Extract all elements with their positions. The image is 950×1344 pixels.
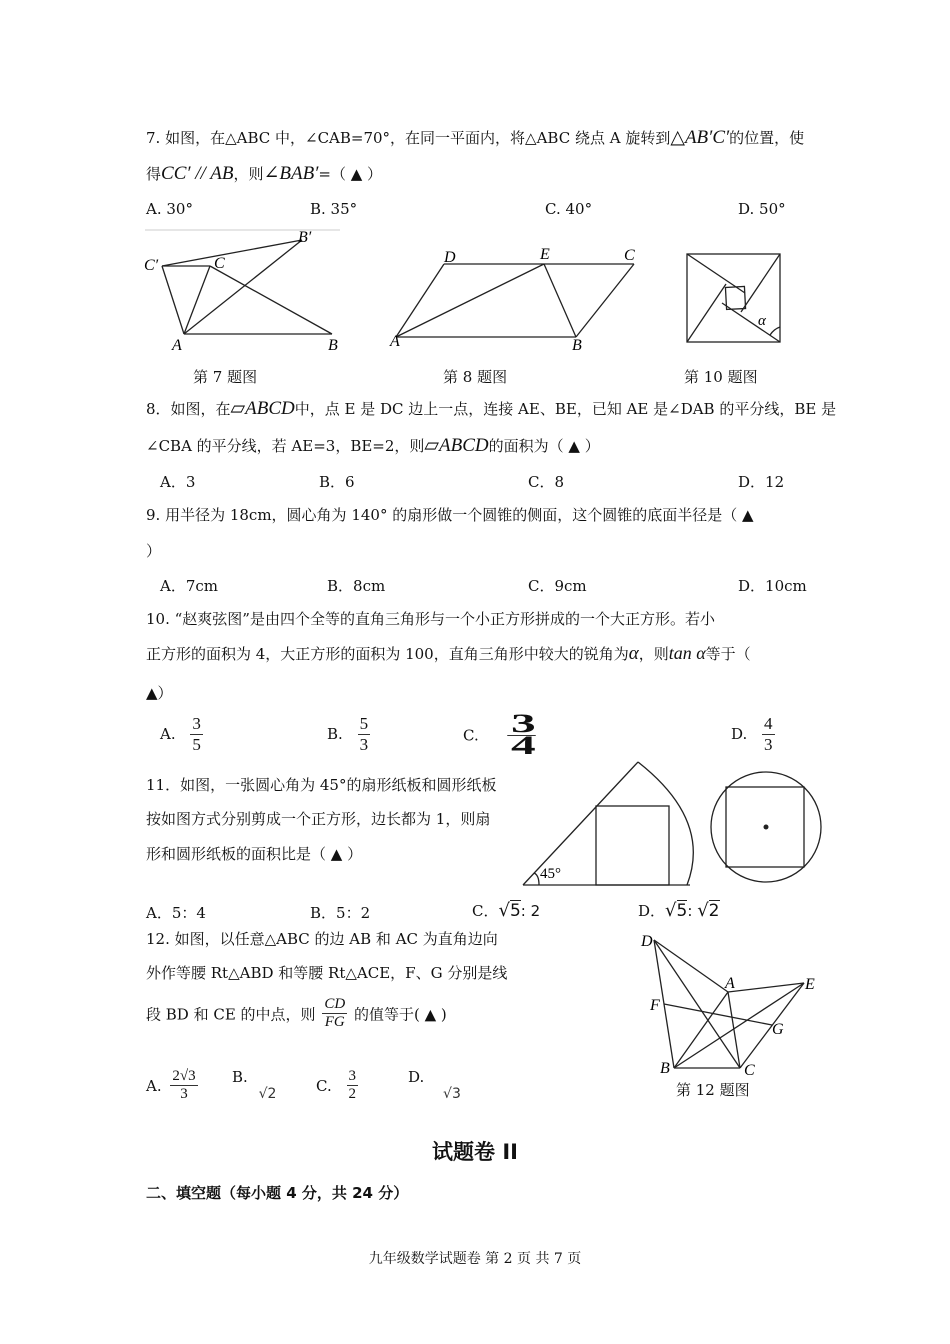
q8-option-c: C．8 [528,473,565,491]
q8-option-a: A．3 [160,473,196,491]
q10-option-a-fraction: $\frac{3}{5}$ [192,714,201,754]
q12-option-d: D. √3 [408,1068,461,1102]
q8-line2: ∠CBA 的平分线，若 AE=3，BE=2，则▱ABCD的面积为（ ▲ ） [146,435,600,456]
figure-7 [140,228,350,356]
q11-option-b: B．5：2 [310,904,371,922]
caption-fig12: 第 12 题图 [676,1081,750,1099]
q12-line3: 段 BD 和 CE 的中点，则 $\frac{CD}{FG}$ 的值等于( ▲ ) [146,996,447,1031]
q9-option-c: C．9cm [528,577,587,595]
fig12-label-g: G [772,1021,784,1038]
fig12-label-d: D [641,933,653,950]
q8-option-b: B．6 [319,473,355,491]
q7-option-a: A. 30° [146,200,193,218]
q7-option-b: B. 35° [310,200,358,218]
fig12-label-a: A [725,975,735,992]
q11-option-d: D．√5: √2 [638,900,720,921]
figure-10 [684,251,784,345]
q7-line1: 7. 如图，在△ABC 中，∠CAB=70°，在同一平面内，将△ABC 绕点 A 旋转到△AB′C′的位置，使 [146,127,805,148]
fig8-label-a: A [390,333,400,350]
q8-line1: 8．如图，在▱ABCD中，点 E 是 DC 边上一点，连接 AE、BE，已知 AE 是∠DAB 的平分线，BE 是 [146,398,837,419]
q10-option-d-fraction: $\frac{4}{3}$ [764,714,773,754]
fig7-label-bp: B′ [298,229,312,246]
q10-line2: 正方形的面积为 4，大正方形的面积为 100，直角三角形中较大的锐角为α，则tan α等于（ [146,643,751,664]
q7-line2: 得CC′ // AB，则∠BAB′=（ ▲ ） [146,163,383,184]
q11-line3: 形和圆形纸板的面积比是（ ▲ ） [146,845,363,863]
fig12-label-c: C [744,1062,755,1078]
fig12-label-f: F [650,997,660,1014]
figure-11 [520,758,830,890]
q9-line2: ） [146,542,162,560]
q10-option-d: D. $\frac{4}{3}$ [731,714,773,754]
q12-option-c-fraction: $\frac{3}{2}$ [348,1068,356,1103]
fig8-label-e: E [540,246,550,263]
q11-option-c: C．√5: 2 [472,900,541,921]
fig7-label-a: A [172,337,182,354]
q10-option-b: B. $\frac{5}{3}$ [327,714,369,754]
q9-option-d: D．10cm [738,577,807,595]
q8-option-d: D．12 [738,473,785,491]
q10-line1: 10. “赵爽弦图”是由四个全等的直角三角形与一个小正方形拼成的一个大正方形。若小 [146,610,715,628]
fig11-angle-label: 45° [540,866,561,882]
part-2-title: 试题卷 II [432,1140,518,1164]
fig7-label-c: C [214,255,225,272]
q10-option-b-fraction: $\frac{5}{3}$ [359,714,369,754]
q12-option-a-fraction: $\frac{2√3}{3}$ [172,1068,196,1103]
fig10-alpha-label: α [758,313,766,329]
q9-option-a: A．7cm [160,577,219,595]
fig8-label-c: C [624,247,635,264]
q10-line3: ▲） [146,684,173,702]
figure-8 [386,240,646,355]
q12-option-a: A. $\frac{2√3}{3}$ [146,1068,196,1103]
caption-fig8: 第 8 题图 [443,368,508,386]
q12-ratio-fraction: $\frac{CD}{FG}$ [324,996,346,1031]
fill-in-section-heading: 二、填空题（每小题 4 分，共 24 分） [146,1184,409,1202]
circle-center-dot [764,825,769,830]
q10-option-c-fraction: $\frac{3}{4}$ [507,714,536,757]
fig7-label-b: B [328,337,338,354]
q10-option-c: C. $\frac{3}{4}$ [463,714,529,757]
q7-option-c: C. 40° [545,200,593,218]
q9-line1: 9. 用半径为 18cm，圆心角为 140° 的扇形做一个圆锥的侧面，这个圆锥的底面半径是（ ▲ [146,506,754,524]
q12-option-c: C. $\frac{3}{2}$ [316,1068,356,1103]
q9-option-b: B．8cm [327,577,386,595]
caption-fig7: 第 7 题图 [193,368,258,386]
q10-option-a: A. $\frac{3}{5}$ [160,714,201,754]
fig7-label-cp: C′ [144,257,159,274]
fig12-label-e: E [805,976,815,993]
fig8-label-d: D [444,249,456,266]
fig12-label-b: B [660,1060,670,1077]
fig8-label-b: B [572,337,582,354]
q11-line1: 11．如图，一张圆心角为 45°的扇形纸板和圆形纸板 [146,776,497,794]
q12-line1: 12. 如图，以任意△ABC 的边 AB 和 AC 为直角边向 [146,930,498,948]
q11-line2: 按如图方式分别剪成一个正方形，边长都为 1，则扇 [146,810,491,828]
page-footer: 九年级数学试题卷 第 2 页 共 7 页 [368,1251,582,1267]
figure-12 [636,928,826,1078]
q7-option-d: D. 50° [738,200,786,218]
q12-option-b: B. √2 [232,1068,277,1102]
q11-option-a: A．5：4 [146,904,206,922]
q12-line2: 外作等腰 Rt△ABD 和等腰 Rt△ACE，F、G 分别是线 [146,964,508,982]
caption-fig10: 第 10 题图 [684,368,758,386]
